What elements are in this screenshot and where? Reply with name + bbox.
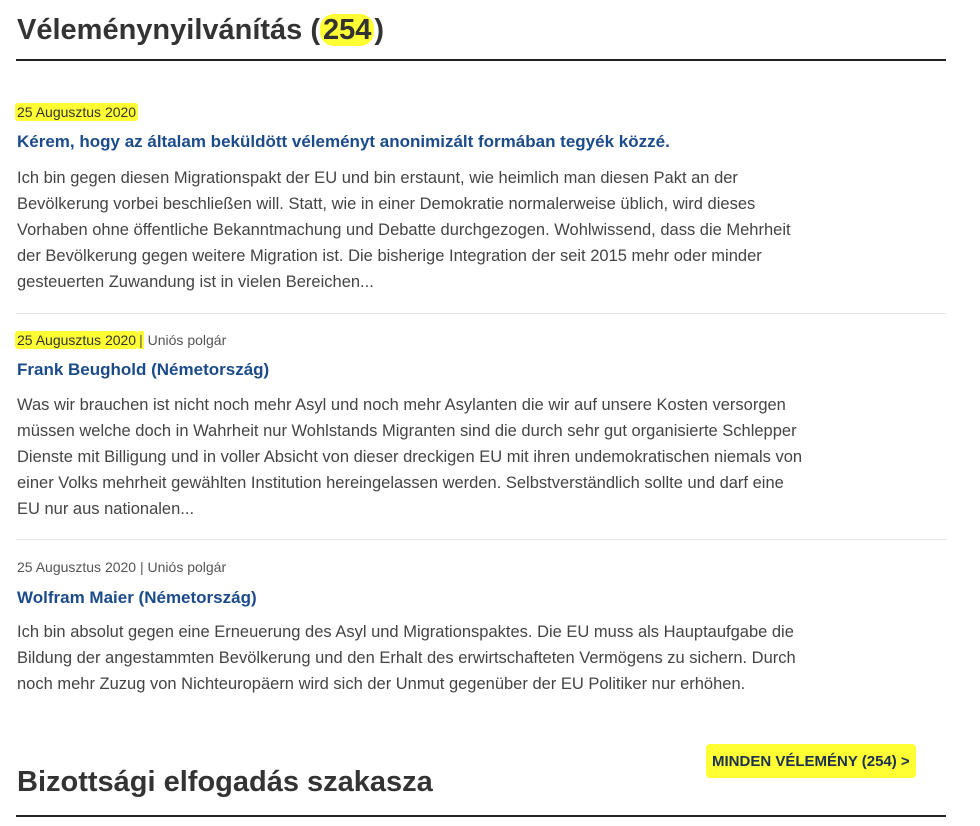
entry-title-link[interactable]: Kérem, hogy az általam beküldött véleményt anonimizált formában tegyék közzé. <box>17 132 670 151</box>
entry-date: 25 Augusztus 2020 <box>17 332 137 348</box>
entry-body: Ich bin gegen diesen Migrationspakt der EU und bin erstaunt, wie heimlich man diesen Pakt an der Bevölkerung vorbei beschließen will. Statt, wie in einer Demokratie normalerweise üblich, wird dieses Vorhaben ohne öffentliche Bekanntmachung und Debatte durchgezogen. Wohlwissend, dass die Mehrheit der Bevölkerung gegen weitere Migration ist. Die bisherige Integration der seit 2015 mehr oder minder gesteuerten Zuwandung ist in vielen Bereichen... <box>17 169 791 291</box>
feedback-section-title <box>17 12 384 48</box>
entry-body: Was wir brauchen ist nicht noch mehr Asyl und noch mehr Asylanten die wir auf unsere Kosten versorgen müssen welche doch in Wahrheit nur Wohlstands Migranten sind die durch sehr gut organisierte Schlepper Dienste mit Billigung und in voller Absicht von dieser dreckigen EU mit ihren undemokratischen niemals von einer Volks mehrheit gewählten Institution hereingelassen werden. Selbstverständlich sollte und darf eine EU nur aus nationalen... <box>17 396 803 518</box>
adoption-section-title: Bizottsági elfogadás szakasza <box>17 766 433 798</box>
entry-meta <box>17 558 226 576</box>
entry-date: 25 Augusztus 2020 <box>17 559 137 575</box>
all-feedback-link[interactable]: MINDEN VÉLEMÉNY (254) > <box>706 744 916 778</box>
feedback-count: 254 <box>320 14 374 46</box>
entry-author-type: Uniós polgár <box>147 559 227 575</box>
section-rule <box>16 59 946 61</box>
entry-title-link[interactable]: Frank Beughold (Németország) <box>17 360 270 379</box>
section-rule <box>16 815 946 817</box>
entry-meta <box>17 103 138 121</box>
entry-meta <box>17 331 226 349</box>
entry-author-type: Uniós polgár <box>147 332 227 348</box>
entry-body: Ich bin absolut gegen eine Erneuerung des Asyl und Migrationspaktes. Die EU muss als Hauptaufgabe die Bildung der angestammten Bevölkerung und den Erhalt des erwirtschafteten Vermögens zu sichern. Durch noch mehr Zuzug von Nichteuropäern wird sich der Unmut gegenüber der EU Politiker nur erhöhen. <box>17 623 796 693</box>
feedback-title-text: Véleménynyilvánítás ( <box>17 14 321 46</box>
entry-date: 25 Augusztus 2020 <box>17 104 137 120</box>
entry-title-link[interactable]: Wolfram Maier (Németország) <box>17 588 257 607</box>
meta-separator: | <box>140 559 144 575</box>
entry-separator <box>16 313 946 314</box>
entry-separator <box>16 539 946 540</box>
feedback-title-close: ) <box>374 14 385 46</box>
meta-separator: | <box>139 332 143 348</box>
